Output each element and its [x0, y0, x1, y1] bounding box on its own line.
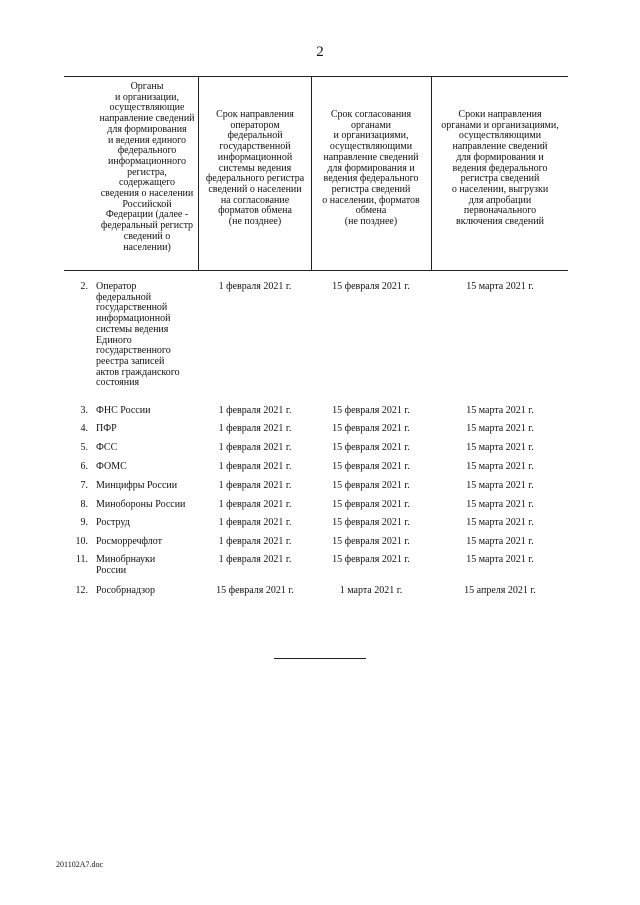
- header-cell-submission-deadline: Срок направления оператором федеральной государственной информационной системы ведения федерального регистра сведений о населении на согласование форматов обмена (не позднее): [205, 109, 305, 228]
- organization-name: Оператор федеральной государственной информационной системы ведения Единого государственного реестра записей актов гражданского состояния: [96, 281, 180, 389]
- upload-date: 15 марта 2021 г.: [466, 281, 534, 292]
- organization-name: ФОМС: [96, 461, 127, 472]
- approval-date: 15 февраля 2021 г.: [332, 281, 410, 292]
- submission-date: 1 февраля 2021 г.: [218, 442, 292, 453]
- organization-name: ФНС России: [96, 405, 151, 416]
- page-number: 2: [316, 44, 324, 60]
- row-number: 9.: [80, 517, 88, 528]
- row-number: 7.: [80, 480, 88, 491]
- upload-date: 15 марта 2021 г.: [466, 480, 534, 491]
- organization-name: Минобрнауки России: [96, 554, 156, 576]
- row-number: 11.: [75, 554, 88, 565]
- submission-date: 1 февраля 2021 г.: [218, 517, 292, 528]
- header-cell-organizations: Органы и организации, осуществляющие направление сведений для формирования и ведения единого федерального информационного регистра, содержащего сведения о населении Российской Федерации (далее - федеральный регистр сведений о населении): [99, 81, 195, 253]
- upload-date: 15 марта 2021 г.: [466, 517, 534, 528]
- submission-date: 1 февраля 2021 г.: [218, 554, 292, 565]
- approval-date: 15 февраля 2021 г.: [332, 423, 410, 434]
- organization-name: Рособрнадзор: [96, 585, 155, 596]
- submission-date: 15 февраля 2021 г.: [216, 585, 294, 596]
- upload-date: 15 марта 2021 г.: [466, 405, 534, 416]
- upload-date: 15 марта 2021 г.: [466, 554, 534, 565]
- row-number: 5.: [80, 442, 88, 453]
- row-number: 10.: [75, 536, 88, 547]
- upload-date: 15 апреля 2021 г.: [464, 585, 536, 596]
- organization-name: Роструд: [96, 517, 130, 528]
- upload-date: 15 марта 2021 г.: [466, 442, 534, 453]
- row-number: 6.: [80, 461, 88, 472]
- submission-date: 1 февраля 2021 г.: [218, 499, 292, 510]
- approval-date: 15 февраля 2021 г.: [332, 499, 410, 510]
- approval-date: 15 февраля 2021 г.: [332, 554, 410, 565]
- row-number: 12.: [75, 585, 88, 596]
- submission-date: 1 февраля 2021 г.: [218, 480, 292, 491]
- row-number: 2.: [80, 281, 88, 292]
- approval-date: 15 февраля 2021 г.: [332, 480, 410, 491]
- upload-date: 15 марта 2021 г.: [466, 461, 534, 472]
- header-cell-upload-deadline: Сроки направления органами и организациями, осуществляющими направление сведений для формирования и ведения федерального регистра сведений о населении, выгрузки для апробации первоначального включения сведений: [441, 109, 559, 228]
- row-number: 4.: [80, 423, 88, 434]
- table-header-top-border: [64, 76, 568, 77]
- approval-date: 15 февраля 2021 г.: [332, 517, 410, 528]
- organization-name: ПФР: [96, 423, 117, 434]
- column-divider: [198, 76, 199, 270]
- approval-date: 15 февраля 2021 г.: [332, 461, 410, 472]
- approval-date: 15 февраля 2021 г.: [332, 536, 410, 547]
- upload-date: 15 марта 2021 г.: [466, 499, 534, 510]
- submission-date: 1 февраля 2021 г.: [218, 536, 292, 547]
- footer-file-code: 201102A7.doc: [56, 860, 104, 869]
- submission-date: 1 февраля 2021 г.: [218, 423, 292, 434]
- row-number: 3.: [80, 405, 88, 416]
- signature-line: [274, 658, 366, 659]
- approval-date: 15 февраля 2021 г.: [332, 442, 410, 453]
- organization-name: Росморречфлот: [96, 536, 163, 547]
- approval-date: 15 февраля 2021 г.: [332, 405, 410, 416]
- table-header-bottom-border: [64, 270, 568, 271]
- header-cell-approval-deadline: Срок согласования органами и организациями, осуществляющими направление сведений для формирования и ведения федерального регистра сведений о населении, форматов обмена (не позднее): [322, 109, 420, 228]
- approval-date: 1 марта 2021 г.: [339, 585, 403, 596]
- submission-date: 1 февраля 2021 г.: [218, 461, 292, 472]
- submission-date: 1 февраля 2021 г.: [218, 281, 292, 292]
- upload-date: 15 марта 2021 г.: [466, 423, 534, 434]
- submission-date: 1 февраля 2021 г.: [218, 405, 292, 416]
- upload-date: 15 марта 2021 г.: [466, 536, 534, 547]
- organization-name: Минобороны России: [96, 499, 186, 510]
- row-number: 8.: [80, 499, 88, 510]
- organization-name: ФСС: [96, 442, 118, 453]
- organization-name: Минцифры России: [96, 480, 178, 491]
